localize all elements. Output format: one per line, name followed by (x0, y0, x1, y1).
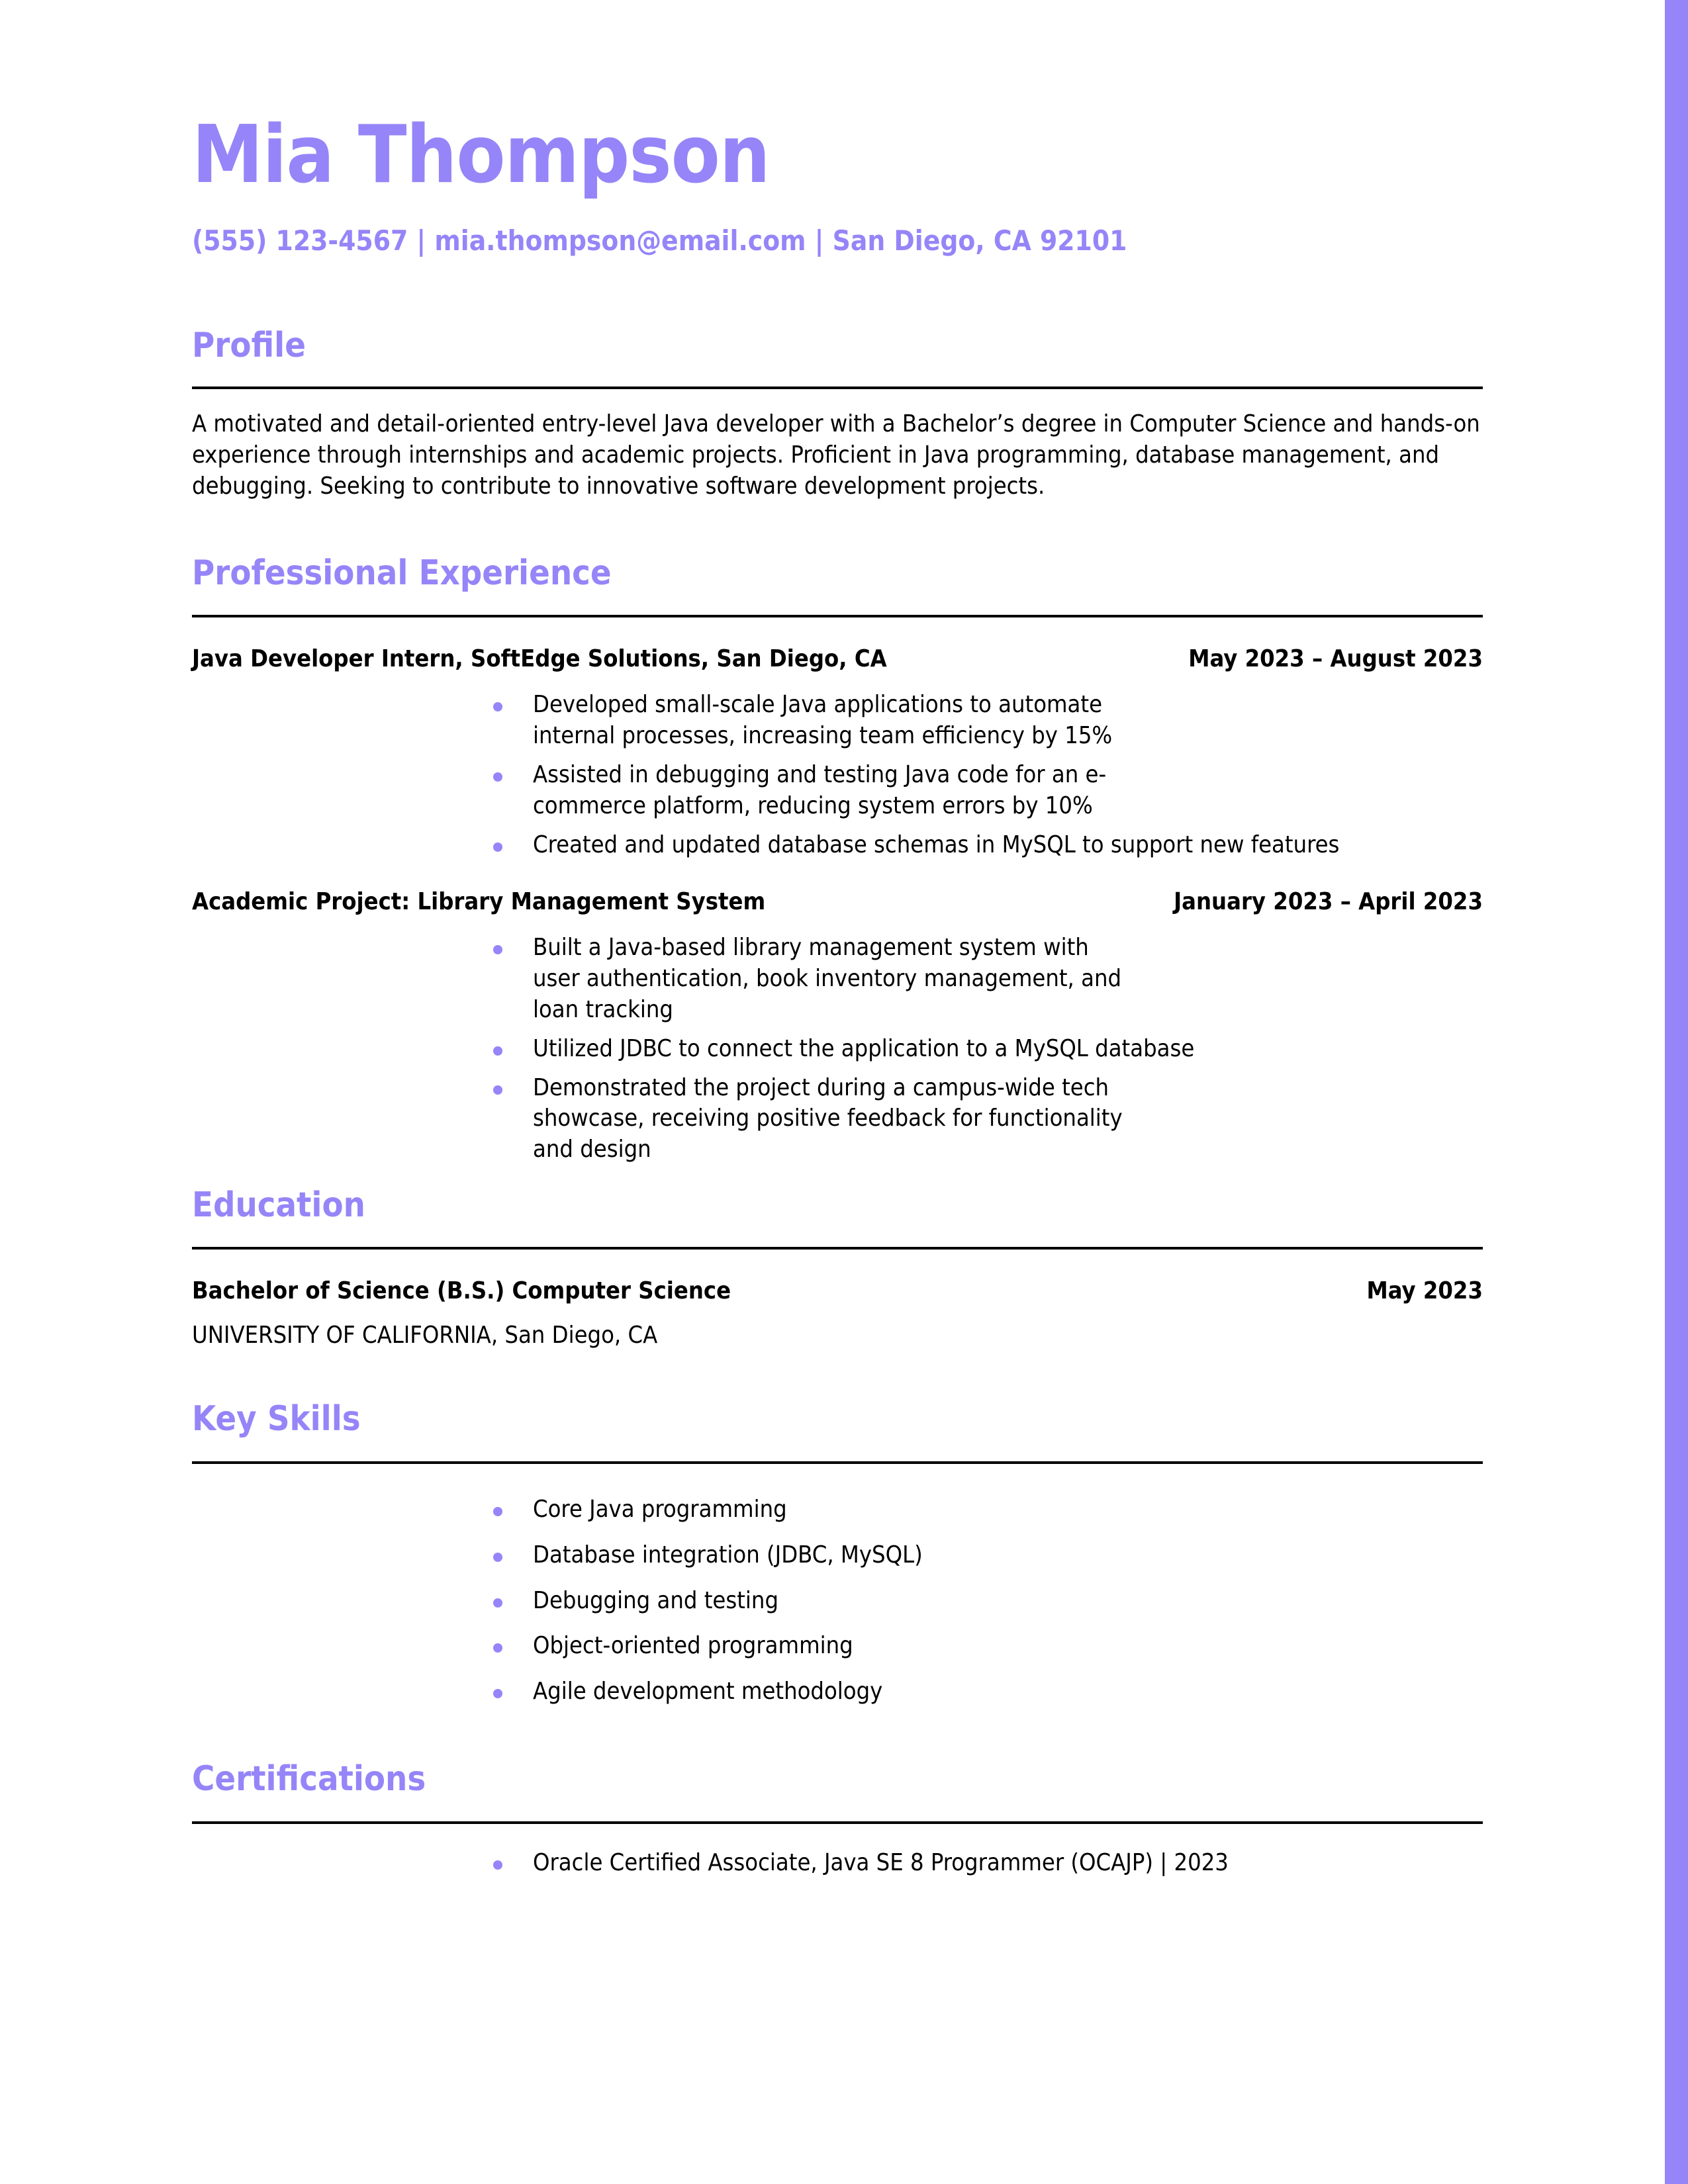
list-item (192, 1073, 1142, 1165)
experience-entry-date: May 2023 – August 2023 (1188, 645, 1483, 673)
experience-entry-header (192, 860, 1483, 915)
education-degree: Bachelor of Science (B.S.) Computer Science (192, 1277, 731, 1304)
bullet-dot-icon (493, 1046, 502, 1056)
experience-entry-bullets (192, 672, 1483, 860)
list-item (192, 690, 1142, 752)
experience-entry (192, 617, 1483, 860)
key-skills-list (192, 1464, 1483, 1707)
list-item-text: Core Java programming (533, 1495, 787, 1523)
bullet-dot-icon (493, 1689, 502, 1698)
list-item (192, 1034, 1195, 1065)
education-school: UNIVERSITY OF CALIFORNIA, San Diego, CA (192, 1321, 658, 1349)
candidate-name: Mia Thompson (192, 109, 770, 201)
section-key-skills (192, 1349, 1483, 1707)
list-item (192, 1631, 1142, 1662)
resume-header (192, 0, 1483, 257)
list-item-text: Utilized JDBC to connect the application to a MySQL database (533, 1034, 1195, 1062)
list-item (192, 760, 1142, 822)
list-item-text: Database integration (JDBC, MySQL) (533, 1541, 923, 1569)
bullet-dot-icon (493, 1507, 502, 1516)
experience-entry-title: Academic Project: Library Management System (192, 888, 766, 916)
list-item-text: Debugging and testing (533, 1586, 779, 1614)
experience-entry-bullets (192, 915, 1483, 1165)
profile-summary-text: A motivated and detail-oriented entry-level Java developer with a Bachelor’s degree in Computer Science and hands-on experience through internships and academic projects. Proficient in Java programming, database management, and debugging. Seeking to contribute to innovative software development projects. (192, 410, 1480, 500)
list-item-text: Created and updated database schemas in MySQL to support new features (533, 831, 1340, 858)
list-item (192, 1676, 1142, 1707)
bullet-dot-icon (493, 1553, 502, 1562)
list-item (192, 1586, 1142, 1617)
education-entry-header (192, 1250, 1483, 1304)
experience-entry (192, 860, 1483, 1165)
section-certifications (192, 1707, 1483, 1879)
list-item (192, 933, 1142, 1025)
bullet-dot-icon (493, 1598, 502, 1608)
contact-line: (555) 123-4567 | mia.thompson@email.com | San Diego, CA 92101 (192, 224, 1127, 257)
section-title-key-skills: Key Skills (192, 1398, 361, 1439)
bullet-dot-icon (493, 945, 502, 954)
bullet-dot-icon (493, 702, 502, 711)
list-item-text: Agile development methodology (533, 1678, 883, 1706)
bullet-dot-icon (493, 842, 502, 852)
bullet-dot-icon (493, 1860, 502, 1870)
list-item (192, 1848, 1229, 1879)
section-title-education: Education (192, 1185, 365, 1225)
section-title-certifications: Certifications (192, 1758, 426, 1799)
list-item (192, 1540, 1142, 1571)
list-item-text: Object-oriented programming (533, 1632, 853, 1660)
section-profile (192, 257, 1483, 502)
bullet-dot-icon (493, 1085, 502, 1095)
experience-entry-header (192, 617, 1483, 672)
section-title-professional-experience: Professional Experience (192, 553, 612, 594)
section-professional-experience (192, 502, 1483, 1165)
list-item-text: Oracle Certified Associate, Java SE 8 Programmer (OCAJP) | 2023 (533, 1848, 1229, 1876)
education-date: May 2023 (1366, 1277, 1483, 1304)
list-item (192, 1494, 1142, 1525)
list-item-text: Assisted in debugging and testing Java code for an e-commerce platform, reducing system errors by 10% (533, 760, 1107, 819)
experience-entry-title: Java Developer Intern, SoftEdge Solutions, San Diego, CA (192, 645, 887, 673)
section-title-profile: Profile (192, 326, 306, 365)
experience-entry-date: January 2023 – April 2023 (1174, 888, 1483, 916)
list-item-text: Developed small-scale Java applications to automate internal processes, increasing team efficiency by 15% (533, 691, 1113, 750)
right-accent-bar (1665, 0, 1688, 2184)
list-item-text: Demonstrated the project during a campus-wide tech showcase, receiving positive feedback for functionality and design (533, 1073, 1123, 1163)
bullet-dot-icon (493, 772, 502, 782)
list-item (192, 830, 1340, 861)
section-education (192, 1165, 1483, 1349)
resume-page (192, 0, 1483, 1879)
list-item-text: Built a Java-based library management system with user authentication, book inventory management, and loan tracking (533, 934, 1122, 1023)
certifications-list (192, 1824, 1483, 1879)
bullet-dot-icon (493, 1643, 502, 1653)
